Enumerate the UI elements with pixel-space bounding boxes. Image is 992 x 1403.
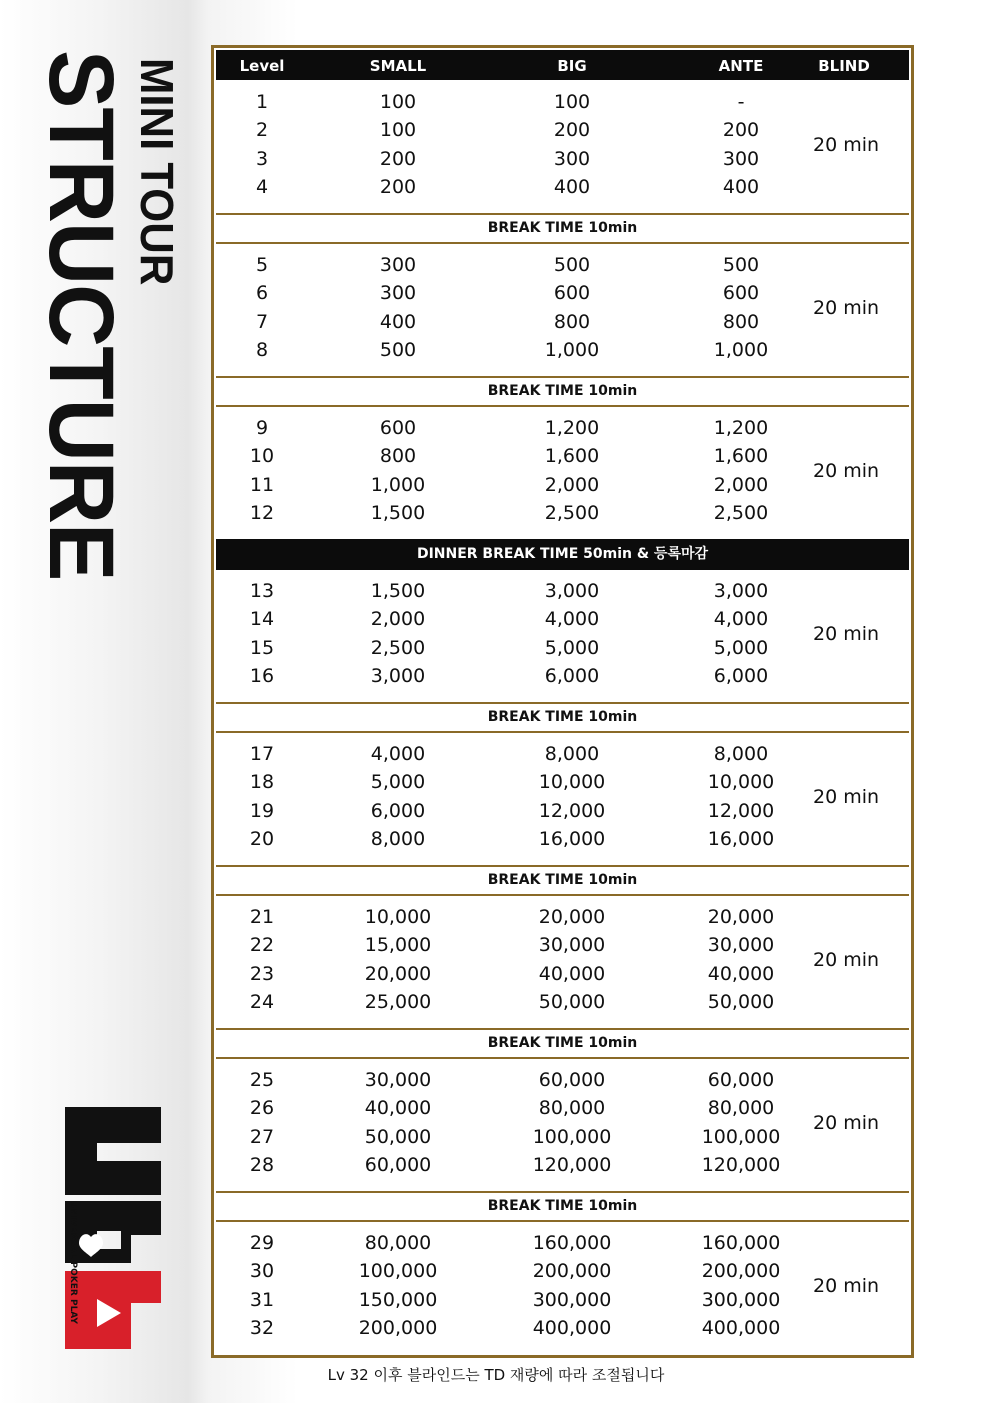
level-block — [216, 733, 909, 865]
cell-level: 6 — [255, 282, 269, 305]
table-row — [216, 797, 909, 825]
cell-small: 40,000 — [364, 1097, 432, 1120]
table-row — [216, 308, 909, 336]
logo-letters — [65, 1107, 161, 1349]
logo-tagline: UNIVERSAL POKER PLAY — [68, 1201, 78, 1324]
cell-ante: 6,000 — [713, 664, 769, 687]
cell-ante: 160,000 — [701, 1232, 781, 1254]
table-row — [216, 740, 909, 768]
blind-duration: 20 min — [812, 134, 880, 156]
cell-big: 200,000 — [532, 1260, 612, 1283]
cell-small: 200,000 — [358, 1316, 438, 1339]
cell-big: 60,000 — [538, 1069, 606, 1091]
table-row — [216, 577, 909, 605]
cell-big: 500 — [553, 254, 591, 276]
cell-ante: 4,000 — [713, 608, 769, 631]
cell-level: 1 — [255, 91, 269, 113]
table-row — [216, 768, 909, 796]
cell-level: 7 — [255, 310, 269, 333]
cell-small: 3,000 — [370, 664, 426, 687]
blind-duration: 20 min — [812, 786, 880, 808]
cell-level: 23 — [249, 962, 275, 985]
cell-ante: 5,000 — [713, 636, 769, 659]
cell-big: 30,000 — [538, 934, 606, 957]
cell-ante: 300,000 — [701, 1288, 781, 1311]
table-row — [216, 662, 909, 690]
cell-ante: - — [737, 91, 745, 113]
cell-ante: 3,000 — [713, 580, 769, 602]
table-row — [216, 414, 909, 442]
cell-small: 8,000 — [370, 827, 426, 850]
cell-level: 15 — [249, 636, 275, 659]
table-row — [216, 499, 909, 527]
table-row — [216, 145, 909, 173]
cell-ante: 200 — [722, 119, 760, 142]
table-row — [216, 634, 909, 662]
break-row: BREAK TIME 10min — [216, 1028, 909, 1059]
break-row: BREAK TIME 10min — [216, 1191, 909, 1222]
table-row — [216, 1314, 909, 1342]
cell-small: 300 — [379, 254, 417, 276]
table-row — [216, 903, 909, 931]
cell-level: 26 — [249, 1097, 275, 1120]
cell-big: 300 — [553, 147, 591, 170]
cell-ante: 300 — [722, 147, 760, 170]
blind-duration: 20 min — [812, 949, 880, 971]
cell-big: 5,000 — [544, 636, 600, 659]
cell-ante: 60,000 — [707, 1069, 775, 1091]
level-block — [216, 896, 909, 1028]
cell-level: 12 — [249, 501, 275, 524]
cell-big: 200 — [553, 119, 591, 142]
header-ante: ANTE — [718, 57, 764, 75]
level-block — [216, 1222, 909, 1354]
cell-ante: 200,000 — [701, 1260, 781, 1283]
cell-level: 9 — [255, 417, 269, 439]
cell-big: 1,600 — [544, 445, 600, 468]
blind-duration: 20 min — [812, 1275, 880, 1297]
cell-ante: 500 — [722, 254, 760, 276]
table-row — [216, 960, 909, 988]
title-structure: STRUCTURE — [30, 50, 132, 581]
cell-level: 8 — [255, 338, 269, 361]
cell-big: 50,000 — [538, 990, 606, 1013]
cell-small: 5,000 — [370, 771, 426, 794]
table-row — [216, 336, 909, 364]
table-row — [216, 825, 909, 853]
cell-small: 50,000 — [364, 1125, 432, 1148]
table-header — [216, 50, 909, 80]
cell-level: 11 — [249, 473, 275, 496]
cell-ante: 1,600 — [713, 445, 769, 468]
cell-level: 27 — [249, 1125, 275, 1148]
cell-ante: 1,000 — [713, 338, 769, 361]
table-row — [216, 471, 909, 499]
break-row: BREAK TIME 10min — [216, 702, 909, 733]
table-row — [216, 1094, 909, 1122]
cell-small: 6,000 — [370, 799, 426, 822]
table-row — [216, 1229, 909, 1257]
cell-small: 500 — [379, 338, 417, 361]
cell-big: 3,000 — [544, 580, 600, 602]
upp-logo — [57, 1103, 169, 1353]
table-row — [216, 1286, 909, 1314]
cell-big: 100 — [553, 91, 591, 113]
table-row — [216, 1066, 909, 1094]
table-row — [216, 1257, 909, 1285]
cell-level: 24 — [249, 990, 275, 1013]
cell-ante: 40,000 — [707, 962, 775, 985]
cell-small: 100,000 — [358, 1260, 438, 1283]
cell-ante: 8,000 — [713, 743, 769, 765]
cell-level: 13 — [249, 580, 275, 602]
cell-ante: 400 — [722, 175, 760, 198]
cell-ante: 50,000 — [707, 990, 775, 1013]
dinner-break-row: DINNER BREAK TIME 50min & 등록마감 — [216, 539, 909, 570]
cell-small: 150,000 — [358, 1288, 438, 1311]
cell-ante: 16,000 — [707, 827, 775, 850]
cell-ante: 800 — [722, 310, 760, 333]
header-blind: BLIND — [818, 57, 870, 75]
cell-small: 80,000 — [364, 1232, 432, 1254]
cell-level: 16 — [249, 664, 275, 687]
header-small: SMALL — [369, 57, 427, 75]
break-row: BREAK TIME 10min — [216, 376, 909, 407]
cell-level: 29 — [249, 1232, 275, 1254]
cell-ante: 80,000 — [707, 1097, 775, 1120]
table-row — [216, 279, 909, 307]
cell-big: 4,000 — [544, 608, 600, 631]
title-mini-tour: MINI TOUR — [131, 58, 183, 286]
table-row — [216, 931, 909, 959]
cell-level: 14 — [249, 608, 275, 631]
cell-big: 100,000 — [532, 1125, 612, 1148]
cell-big: 8,000 — [544, 743, 600, 765]
cell-small: 2,000 — [370, 608, 426, 631]
cell-level: 32 — [249, 1316, 275, 1339]
level-block — [216, 244, 909, 376]
cell-level: 22 — [249, 934, 275, 957]
cell-level: 5 — [255, 254, 269, 276]
cell-big: 12,000 — [538, 799, 606, 822]
header-level: Level — [239, 57, 285, 75]
cell-level: 25 — [249, 1069, 275, 1091]
cell-small: 100 — [379, 91, 417, 113]
cell-big: 10,000 — [538, 771, 606, 794]
cell-ante: 10,000 — [707, 771, 775, 794]
cell-small: 200 — [379, 147, 417, 170]
cell-big: 20,000 — [538, 906, 606, 928]
cell-small: 10,000 — [364, 906, 432, 928]
cell-level: 2 — [255, 119, 269, 142]
table-row — [216, 605, 909, 633]
table-row — [216, 88, 909, 116]
cell-level: 21 — [249, 906, 275, 928]
cell-ante: 1,200 — [713, 417, 769, 439]
blind-duration: 20 min — [812, 1112, 880, 1134]
cell-level: 31 — [249, 1288, 275, 1311]
blind-duration: 20 min — [812, 460, 880, 482]
cell-small: 4,000 — [370, 743, 426, 765]
cell-ante: 20,000 — [707, 906, 775, 928]
cell-big: 400 — [553, 175, 591, 198]
cell-small: 15,000 — [364, 934, 432, 957]
cell-big: 1,200 — [544, 417, 600, 439]
cell-small: 400 — [379, 310, 417, 333]
cell-big: 400,000 — [532, 1316, 612, 1339]
structure-table — [211, 45, 914, 1358]
cell-big: 160,000 — [532, 1232, 612, 1254]
cell-small: 100 — [379, 119, 417, 142]
cell-small: 200 — [379, 175, 417, 198]
cell-ante: 30,000 — [707, 934, 775, 957]
cell-big: 300,000 — [532, 1288, 612, 1311]
cell-ante: 120,000 — [701, 1153, 781, 1176]
cell-small: 1,000 — [370, 473, 426, 496]
cell-small: 1,500 — [370, 501, 426, 524]
cell-big: 1,000 — [544, 338, 600, 361]
cell-big: 6,000 — [544, 664, 600, 687]
cell-big: 80,000 — [538, 1097, 606, 1120]
table-row — [216, 1151, 909, 1179]
table-row — [216, 988, 909, 1016]
blind-duration: 20 min — [812, 297, 880, 319]
cell-ante: 2,000 — [713, 473, 769, 496]
cell-small: 30,000 — [364, 1069, 432, 1091]
cell-small: 60,000 — [364, 1153, 432, 1176]
cell-small: 2,500 — [370, 636, 426, 659]
cell-small: 1,500 — [370, 580, 426, 602]
cell-small: 300 — [379, 282, 417, 305]
level-block — [216, 407, 909, 539]
footnote: Lv 32 이후 블라인드는 TD 재량에 따라 조절됩니다 — [327, 1366, 665, 1384]
level-block — [216, 570, 909, 702]
cell-level: 18 — [249, 771, 275, 794]
cell-small: 20,000 — [364, 962, 432, 985]
table-row — [216, 1123, 909, 1151]
break-row: BREAK TIME 10min — [216, 865, 909, 896]
blind-duration: 20 min — [812, 623, 880, 645]
cell-level: 28 — [249, 1153, 275, 1176]
cell-big: 40,000 — [538, 962, 606, 985]
cell-big: 2,500 — [544, 501, 600, 524]
table-row — [216, 251, 909, 279]
cell-big: 16,000 — [538, 827, 606, 850]
cell-ante: 400,000 — [701, 1316, 781, 1339]
table-row — [216, 442, 909, 470]
cell-big: 600 — [553, 282, 591, 305]
table-row — [216, 116, 909, 144]
cell-level: 20 — [249, 827, 275, 850]
cell-level: 17 — [249, 743, 275, 765]
cell-level: 3 — [255, 147, 269, 170]
cell-small: 25,000 — [364, 990, 432, 1013]
cell-level: 4 — [255, 175, 269, 198]
cell-level: 10 — [249, 445, 275, 468]
cell-ante: 100,000 — [701, 1125, 781, 1148]
cell-level: 30 — [249, 1260, 275, 1283]
cell-big: 800 — [553, 310, 591, 333]
break-row: BREAK TIME 10min — [216, 213, 909, 244]
cell-big: 2,000 — [544, 473, 600, 496]
cell-big: 120,000 — [532, 1153, 612, 1176]
cell-ante: 2,500 — [713, 501, 769, 524]
cell-ante: 12,000 — [707, 799, 775, 822]
cell-small: 600 — [379, 417, 417, 439]
level-block — [216, 1059, 909, 1191]
level-block — [216, 81, 909, 213]
cell-level: 19 — [249, 799, 275, 822]
table-row — [216, 173, 909, 201]
cell-small: 800 — [379, 445, 417, 468]
header-big: BIG — [557, 57, 587, 75]
cell-ante: 600 — [722, 282, 760, 305]
